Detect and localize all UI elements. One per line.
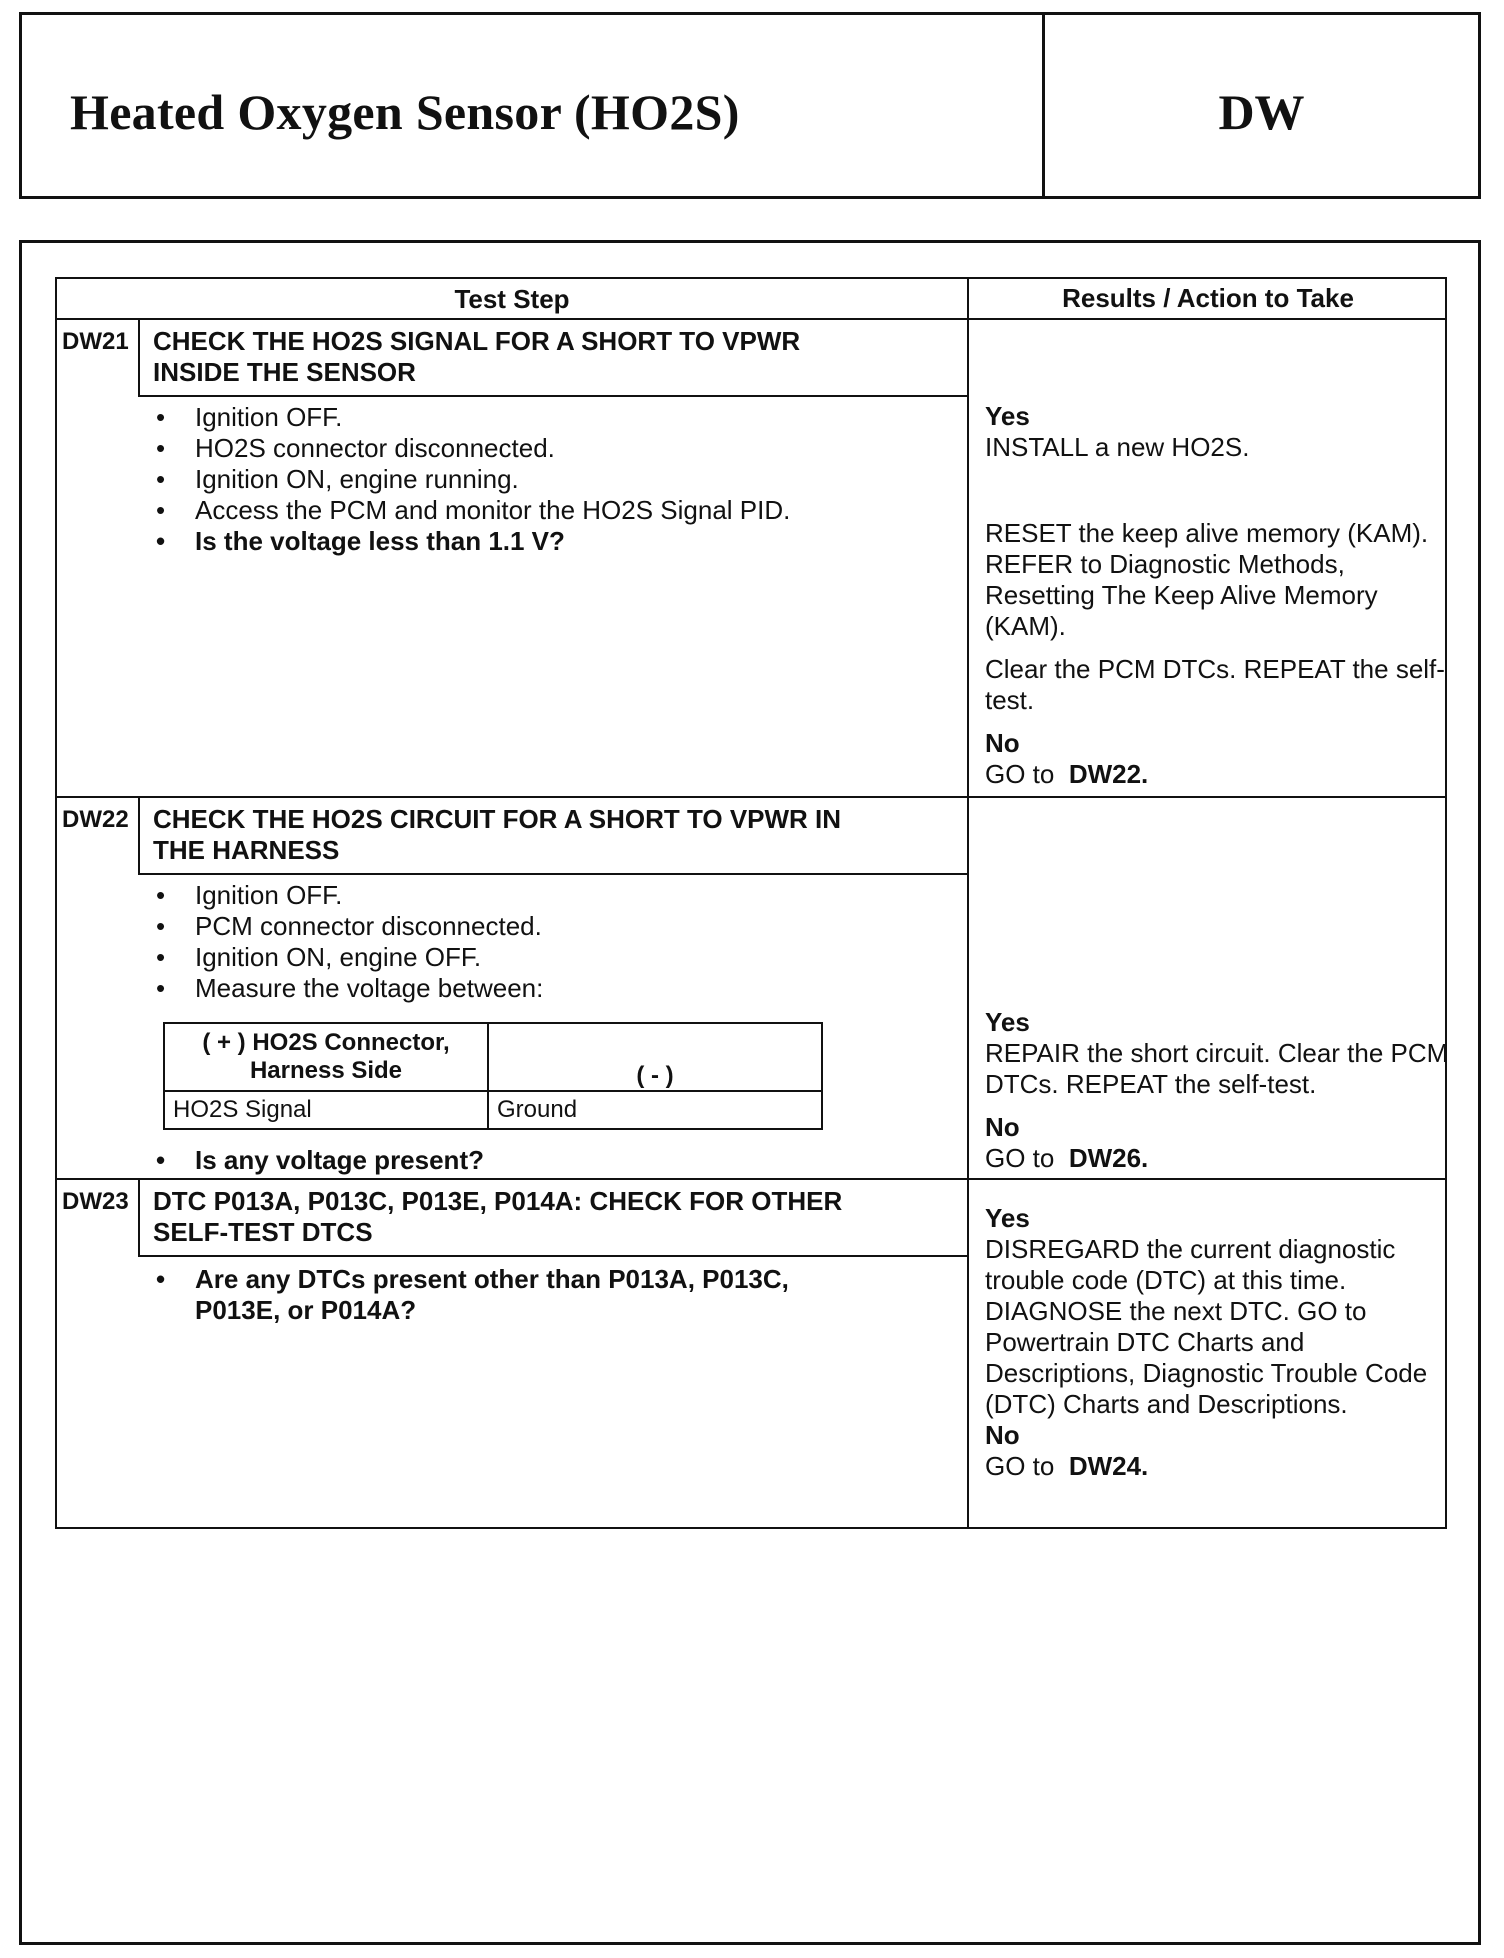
instruction-item: • HO2S connector disconnected. (148, 433, 790, 464)
measure-col-positive-line: ( + ) HO2S Connector, (202, 1029, 450, 1056)
step-number-dw23: DW23 (62, 1188, 129, 1215)
step-question-line: • Are any DTCs present other than P013A, P013C, (148, 1264, 789, 1295)
instruction-item: • Ignition ON, engine OFF. (148, 942, 543, 973)
step-question: • Is any voltage present? (148, 1145, 484, 1176)
step-results-dw23 (985, 1203, 1450, 1482)
yes-action: Clear the PCM DTCs. REPEAT the self-test. (985, 654, 1445, 715)
go-to-step-dw26: DW26. (1068, 1143, 1149, 1173)
measure-col-positive-line: Harness Side (249, 1057, 403, 1084)
title-underline-dw22 (138, 873, 968, 875)
no-label: No (985, 728, 1020, 758)
step-question-dw22 (148, 1145, 484, 1176)
no-action-text: GO to (985, 1451, 1055, 1481)
step-title-line: CHECK THE HO2S SIGNAL FOR A SHORT TO VPWR (153, 326, 801, 356)
row-divider-dw21 (55, 796, 1447, 798)
step-number-dw21: DW21 (62, 328, 129, 355)
step-instructions-dw22 (148, 880, 543, 1004)
measure-cell-negative: Ground (488, 1091, 822, 1129)
measure-col-negative: ( - ) (488, 1023, 822, 1091)
no-action (985, 759, 1450, 790)
column-divider (967, 277, 969, 1529)
step-title-line: INSIDE THE SENSOR (153, 357, 416, 387)
instruction-item: • Ignition OFF. (148, 880, 543, 911)
step-results-dw22 (985, 1007, 1450, 1174)
step-results-dw21 (985, 401, 1450, 790)
go-to-step-dw22: DW22. (1068, 759, 1149, 789)
no-action-text: GO to (985, 1143, 1055, 1173)
page-header (19, 12, 1481, 199)
title-underline-dw21 (138, 395, 968, 397)
no-action (985, 1143, 1450, 1174)
measure-col-positive (164, 1023, 488, 1091)
instruction-item: • Measure the voltage between: (148, 973, 543, 1004)
no-action (985, 1451, 1450, 1482)
measurement-table (163, 1022, 823, 1130)
yes-action: REPAIR the short circuit. Clear the PCM DTCs. REPEAT the self-test. (985, 1038, 1449, 1099)
page-title: Heated Oxygen Sensor (HO2S) (70, 84, 740, 140)
measure-cell-positive: HO2S Signal (164, 1091, 488, 1129)
header-row-divider (55, 318, 1447, 320)
yes-action: RESET the keep alive memory (KAM). REFER to Diagnostic Methods, Resetting The Keep Alive Memory (KAM). (985, 518, 1429, 641)
step-number-dw22: DW22 (62, 806, 129, 833)
step-question-line: P013E, or P014A? (195, 1295, 417, 1325)
step-title-line: DTC P013A, P013C, P013E, P014A: CHECK FOR OTHER (153, 1186, 843, 1216)
yes-action: DISREGARD the current diagnostic trouble code (DTC) at this time. DIAGNOSE the next DTC. GO to Powertrain DTC Charts and Descriptions, Diagnostic Trouble Code (DTC) Charts and Descriptions. (985, 1234, 1428, 1419)
column-header-results: Results / Action to Take (1062, 283, 1354, 313)
title-underline-dw23 (138, 1255, 968, 1257)
step-number-divider-dw21 (138, 318, 140, 396)
instruction-item: • PCM connector disconnected. (148, 911, 543, 942)
row-divider-dw22 (55, 1178, 1447, 1180)
instruction-item: • Ignition ON, engine running. (148, 464, 790, 495)
no-label: No (985, 1112, 1020, 1142)
yes-action: INSTALL a new HO2S. (985, 432, 1250, 462)
section-code: DW (1218, 84, 1305, 140)
step-number-divider-dw22 (138, 796, 140, 874)
step-title-line: THE HARNESS (153, 835, 340, 865)
yes-label: Yes (985, 1007, 1030, 1037)
step-title-line: SELF-TEST DTCS (153, 1217, 373, 1247)
step-instructions-dw21 (148, 402, 790, 557)
no-action-text: GO to (985, 759, 1055, 789)
step-title-dw22 (153, 804, 841, 866)
no-label: No (985, 1420, 1020, 1450)
column-header-test-step: Test Step (454, 284, 570, 314)
go-to-step-dw24: DW24. (1068, 1451, 1149, 1481)
step-question-dw23 (148, 1264, 789, 1326)
instruction-item: • Ignition OFF. (148, 402, 790, 433)
step-number-divider-dw23 (138, 1178, 140, 1256)
step-question: • Is the voltage less than 1.1 V? (148, 526, 790, 557)
yes-label: Yes (985, 1203, 1030, 1233)
yes-label: Yes (985, 401, 1030, 431)
step-title-line: CHECK THE HO2S CIRCUIT FOR A SHORT TO VPWR IN (153, 804, 842, 834)
step-title-dw23 (153, 1186, 842, 1248)
instruction-item: • Access the PCM and monitor the HO2S Signal PID. (148, 495, 790, 526)
step-title-dw21 (153, 326, 800, 388)
